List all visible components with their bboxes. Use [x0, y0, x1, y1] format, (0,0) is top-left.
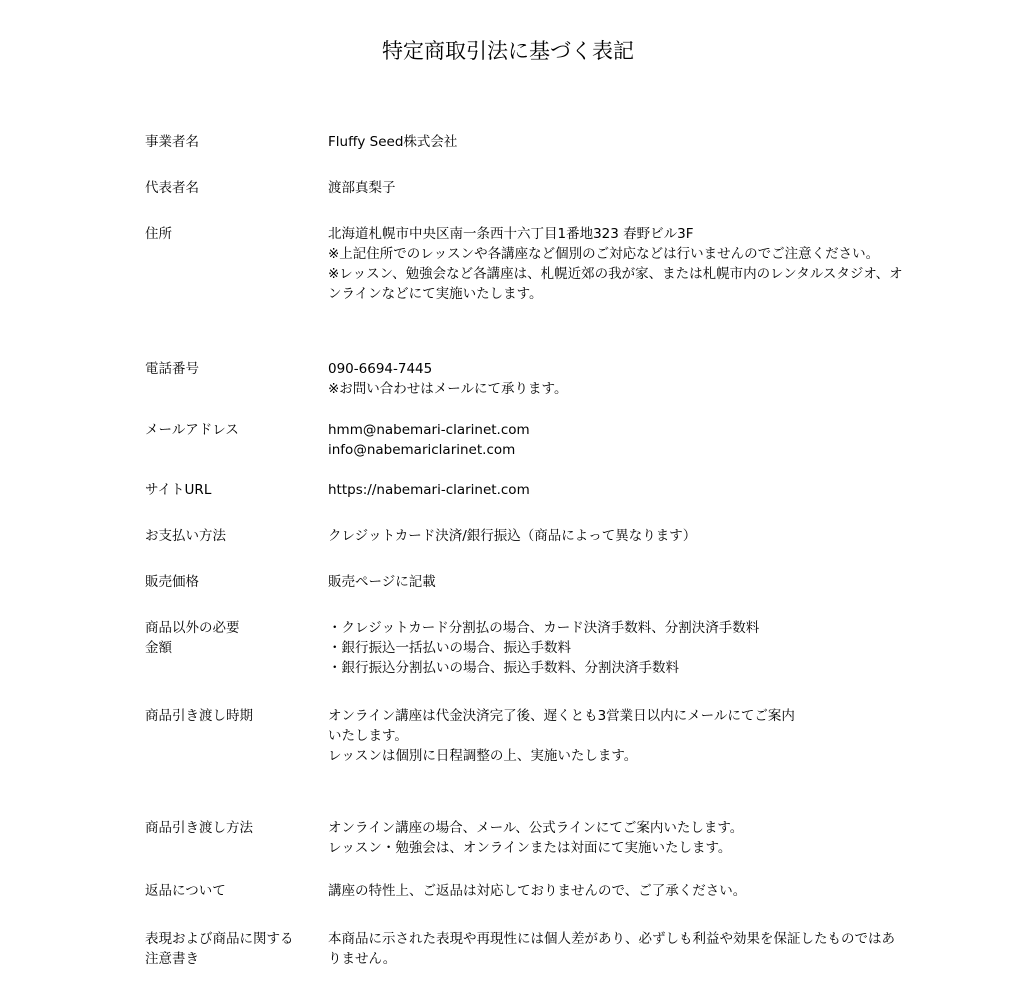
row-value-line: レッスンは個別に日程調整の上、実施いたします。: [328, 748, 638, 764]
row-label: 商品引き渡し時期: [145, 708, 253, 724]
row-value-line: クレジットカード決済/銀行振込（商品によって異なります）: [328, 528, 697, 544]
row-label: 代表者名: [145, 180, 199, 196]
row-value-line: レッスン・勉強会は、オンラインまたは対面にて実施いたします。: [328, 840, 732, 856]
row-value-line: ・銀行振込一括払いの場合、振込手数料: [328, 640, 571, 656]
row-label: サイトURL: [145, 482, 212, 498]
row-value: [328, 359, 968, 399]
row-value-line: 090-6694-7445: [328, 361, 433, 377]
row-value: [328, 881, 968, 901]
row-label: 電話番号: [145, 361, 199, 377]
row-label: 返品について: [145, 883, 226, 899]
row-label: 事業者名: [145, 134, 199, 150]
row-label: 住所: [145, 226, 172, 242]
row-value-line: hmm@nabemari-clarinet.com: [328, 422, 530, 438]
row-value-line: ※レッスン、勉強会など各講座は、札幌近郊の我が家、または札幌市内のレンタルスタジオ、オ: [328, 266, 903, 282]
row-label: 表現および商品に関する 注意書き: [145, 931, 294, 967]
row-label: お支払い方法: [145, 528, 226, 544]
row-value-line: https://nabemari-clarinet.com: [328, 482, 530, 498]
row-value: [328, 706, 968, 766]
row-value-line: 北海道札幌市中央区南一条西十六丁目1番地323 春野ビル3F: [328, 226, 694, 242]
row-value: [328, 572, 968, 592]
row-value-line: ンラインなどにて実施いたします。: [328, 286, 543, 302]
row-value: [328, 929, 968, 969]
row-label: メールアドレス: [145, 422, 239, 438]
row-label: 商品以外の必要 金額: [145, 620, 240, 656]
page-title: 特定商取引法に基づく表記: [382, 39, 634, 63]
row-value-line: 渡部真梨子: [328, 180, 396, 196]
row-value: [328, 480, 968, 500]
row-label: 販売価格: [145, 574, 199, 590]
row-value: [328, 224, 968, 304]
row-value-line: オンライン講座は代金決済完了後、遅くとも3営業日以内にメールにてご案内: [328, 708, 795, 724]
row-value-line: 講座の特性上、ご返品は対応しておりませんので、ご了承ください。: [328, 883, 747, 899]
row-value: [328, 526, 968, 546]
row-value-line: ・クレジットカード分割払の場合、カード決済手数料、分割決済手数料: [328, 620, 760, 636]
row-value-line: ※お問い合わせはメールにて承ります。: [328, 381, 568, 397]
row-value: [328, 818, 968, 858]
row-value-line: オンライン講座の場合、メール、公式ラインにてご案内いたします。: [328, 820, 744, 836]
row-value: [328, 178, 968, 198]
row-value-line: info@nabemariclarinet.com: [328, 442, 516, 458]
row-value-line: ※上記住所でのレッスンや各講座など個別のご対応などは行いませんのでご注意ください。: [328, 246, 880, 262]
row-value-line: Fluffy Seed株式会社: [328, 134, 458, 150]
row-value-line: いたします。: [328, 728, 408, 744]
row-value-line: 販売ページに記載: [328, 574, 436, 590]
row-value: [328, 132, 968, 152]
row-value-line: ・銀行振込分割払いの場合、振込手数料、分割決済手数料: [328, 660, 679, 676]
row-value-line: 本商品に示された表現や再現性には個人差があり、必ずしも利益や効果を保証したものではあ: [328, 931, 895, 947]
row-value: [328, 618, 968, 678]
row-value-line: りません。: [328, 951, 397, 967]
row-value: [328, 420, 968, 460]
row-label: 商品引き渡し方法: [145, 820, 253, 836]
